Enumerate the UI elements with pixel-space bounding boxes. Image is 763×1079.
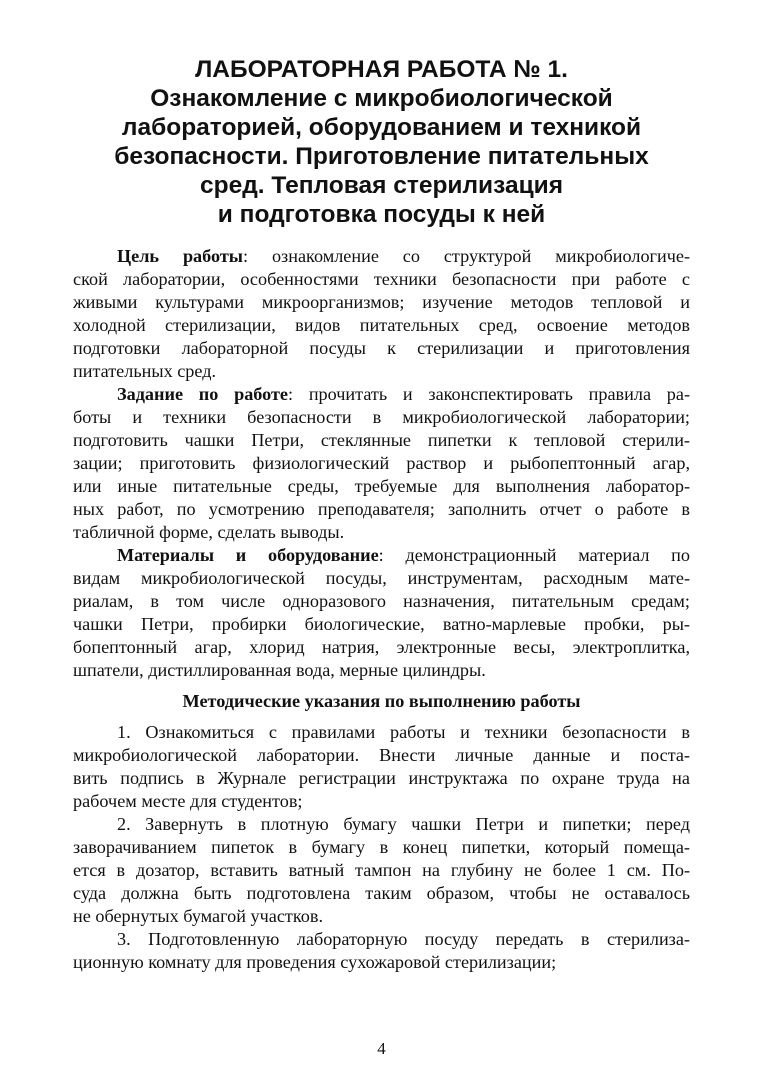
text-line: ционную комнату для проведения сухожаровой стерилизации; xyxy=(73,952,557,972)
text-line: вить подпись в Журнале регистрации инструктажа по охране труда на xyxy=(73,768,690,788)
text-line: живыми культурами микроорганизмов; изучение методов тепловой и xyxy=(73,292,690,312)
text-line: Материалы и оборудование: демонстрационный материал по xyxy=(117,545,690,565)
task-label: Задание по работе xyxy=(117,384,289,404)
task-paragraph xyxy=(73,383,690,544)
goal-label: Цель работы xyxy=(117,246,243,266)
text-line: 3. Подготовленную лабораторную посуду передать в стерилиза- xyxy=(117,929,690,949)
title-line: сред. Тепловая стерилизация xyxy=(199,172,564,199)
text-line: Цель работы: ознакомление со структурой микробиологиче- xyxy=(117,246,691,266)
text-line: микробиологической лаборатории. Внести личные данные и поста- xyxy=(73,745,690,765)
page-number: 4 xyxy=(377,1039,386,1058)
text-line: зации; приготовить физиологический раствор и рыбопептонный агар, xyxy=(73,453,690,473)
title-line: и подготовка посуды к ней xyxy=(217,201,546,228)
text-line: питательных сред. xyxy=(73,361,217,381)
text-line: или иные питательные среды, требуемые для выполнения лаборатор- xyxy=(73,476,690,496)
page-title xyxy=(60,55,703,229)
text-line: рабочем месте для студентов; xyxy=(73,791,303,811)
text-line: ется в дозатор, вставить ватный тампон на глубину не более 1 см. По- xyxy=(73,860,690,880)
text-line: чашки Петри, пробирки биологические, ватно-марлевые пробки, ры- xyxy=(73,614,690,634)
text-line: боты и техники безопасности в микробиологической лаборатории; xyxy=(73,407,690,427)
materials-paragraph xyxy=(73,544,690,682)
text-line: ской лаборатории, особенностями техники безопасности при работе с xyxy=(73,269,690,289)
text-line: Задание по работе: прочитать и законспектировать правила ра- xyxy=(117,384,690,404)
text-line: заворачиванием пипеток в бумагу в конец пипетки, который помеща- xyxy=(73,837,690,857)
step-paragraph xyxy=(73,813,690,928)
goal-paragraph xyxy=(73,245,690,383)
method-heading: Методические указания по выполнению работы xyxy=(182,691,581,711)
text-line: суда должна быть подготовлена таким образом, чтобы не оставалось xyxy=(73,883,690,903)
title-line: Ознакомление с микробиологической xyxy=(150,85,613,112)
text-line: риалам, в том числе одноразового назначения, питательным средам; xyxy=(73,591,690,611)
title-line: безопасности. Приготовление питательных xyxy=(114,143,649,170)
text-line: подготовки лабораторной посуды к стерилизации и приготовления xyxy=(73,338,690,358)
text-line: 2. Завернуть в плотную бумагу чашки Петри и пипетки; перед xyxy=(117,814,690,834)
text-line: шпатели, дистиллированная вода, мерные цилиндры. xyxy=(73,660,486,680)
materials-label: Материалы и оборудование xyxy=(117,545,379,565)
title-line: лабораторией, оборудованием и техникой xyxy=(121,114,642,141)
text-line: холодной стерилизации, видов питательных сред, освоение методов xyxy=(73,315,690,335)
title-line: ЛАБОРАТОРНАЯ РАБОТА № 1. xyxy=(195,56,568,83)
body-text xyxy=(73,245,690,974)
text-line: ных работ, по усмотрению преподавателя; заполнить отчет о работе в xyxy=(73,499,690,519)
text-line: 1. Ознакомиться с правилами работы и техники безопасности в xyxy=(117,722,690,742)
step-paragraph xyxy=(73,928,690,974)
text-line: подготовить чашки Петри, стеклянные пипетки к тепловой стерили- xyxy=(73,430,690,450)
text-line: видам микробиологической посуды, инструментам, расходным мате- xyxy=(73,568,690,588)
text-line: табличной форме, сделать выводы. xyxy=(73,522,345,542)
text-line: не обернутых бумагой участков. xyxy=(73,906,323,926)
text-line: бопептонный агар, хлорид натрия, электронные весы, электроплитка, xyxy=(73,637,690,657)
step-paragraph xyxy=(73,721,690,813)
